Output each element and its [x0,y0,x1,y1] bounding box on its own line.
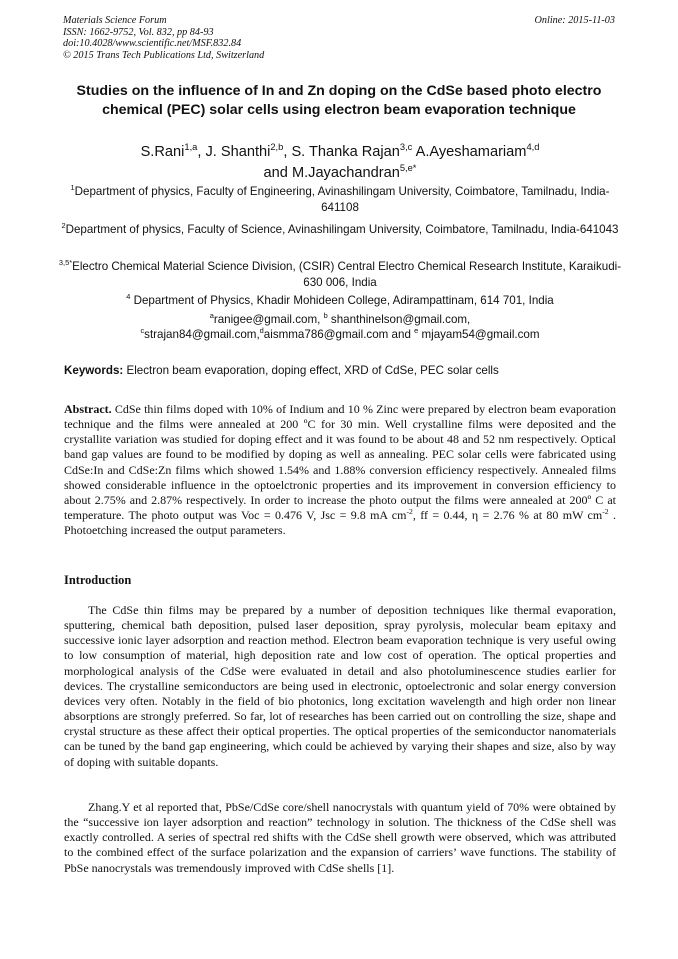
copyright-line: © 2015 Trans Tech Publications Ltd, Switzerland [63,49,265,61]
journal-name: Materials Science Forum [63,15,167,26]
author-name: A.Ayeshamariam [415,144,527,160]
author-affiliation-mark: 3,c [399,142,413,153]
email-link[interactable]: shanthinelson@gmail.com, [327,313,471,326]
keywords-text: Electron beam evaporation, doping effect, XRD of CdSe, PEC solar cells [123,364,499,377]
paper-title: Studies on the influence of In and Zn doping on the CdSe based photo electro chemical (PEC) solar cells using electron beam evaporation technique [76,83,602,118]
author-affiliation-mark: 5,e* [399,163,417,174]
body-paragraph: The CdSe thin films may be prepared by a number of deposition techniques like thermal evaporation, sputtering, chemical bath deposition, pulsed laser deposition, spray pyrolysis, molecular beam epitaxy and successive ionic layer adsorption and reaction method. Electron beam evaporation technique is very useful owing to low consumption of material, high deposition rate and low cost of operation. The optical properties and morphological analysis of the CdSe were evaluated in detail and also photoluminescence studies earlier for devices. The crystalline semiconductors are being used in electronic, optoelectronic and solar energy conversion devices very often. Notably in the field of bio photonics, long excitation wavelength and high order non linear absorptions are strongly preferred. So far, lot of researches has been carried out on controlling the size, shape and crystal structure as these affect their optical properties. The optical properties of the semiconductor nanomaterials can be tuned by the band gap engineering, which could be achieved by varying their shapes and size, also by way of doping with suitable dopants. [64,603,616,769]
author-affiliation-mark: 4,d [526,142,540,153]
author-affiliation-mark: 2,b [270,142,284,153]
affiliation-1: $^1$Department of physics, Faculty of Engineering, Avinashilingam University, Coimbatore, Tamilnadu, India-641108 [70,183,610,214]
journal-header [63,15,615,61]
email-link[interactable]: ranigee@gmail.com, [213,313,321,326]
abstract: Abstract. CdSe thin films doped with 10% of Indium and 10 % Zinc were prepared by electron beam evaporation technique and the films were annealed at 200 ºC for 30 min. Well crystalline films were deposited and the crystallite variation was studied for doping effect and it was found to be about 48 and 52 nm respectively. Optical band gap values are found to be modified by doping as well as annealing. PEC solar cells were fabricated using CdSe:In and CdSe:Zn films which showed 1.54% and 1.88% conversion efficiency respectively. Annealed films showed considerable influence in the optoelctronic properties and its improvement in conversion efficiency to about 2.75% and 2.87% respectively. In order to increase the photo output the films were annealed at 200º C at temperature. The photo output was Voc = 0.476 V, Jsc = 9.8 mA $cm^{-2}$, ff = 0.44, η = 2.76 % at 80 mW $cm^{-2}$ . Photoetching increased the output parameters. [64,402,617,538]
abstract-label: Abstract. [64,402,112,416]
issn-line: ISSN: 1662-9752, Vol. 832, pp 84-93 [63,26,214,38]
section-heading-introduction: Introduction [64,573,132,587]
affiliation-2: $^2$Department of physics, Faculty of Science, Avinashilingam University, Coimbatore, Tamilnadu, India-641043 [61,221,619,236]
author-name: S.Rani [140,144,185,160]
author-name: S. Thanka Rajan [291,144,400,160]
email-link[interactable]: mjayam54@gmail.com [418,328,540,341]
author-name: M.Jayachandran [291,165,400,181]
online-date: Online: 2015-11-03 [534,15,615,26]
author-name: J. Shanthi [205,144,271,160]
doi-line: doi:10.4028/www.scientific.net/MSF.832.84 [63,38,242,50]
author-affiliation-mark: 1,a [184,142,198,153]
affiliation-3: $^{3,5*}$Electro Chemical Material Science Division, (CSIR) Central Electro Chemical Research Institute, Karaikudi-630 006, India [58,258,622,289]
body-paragraph: Zhang.Y et al reported that, PbSe/CdSe core/shell nanocrystals with quantum yield of 70% were obtained by the “successive ion layer adsorption and reaction” technology in solution. The thickness of the CdSe shell was exactly controlled. A series of spectral red shifts with the CdSe shell growth were observed, which was attributed to the combined effect of the surface polarization and the expansion of carriers’ wave functions. The stability of PbSe nanocrystals was tremendously improved with CdSe shells [1]. [64,800,616,875]
email-link[interactable]: strajan84@gmail.com, [144,328,260,341]
email-link[interactable]: aismma786@gmail.com and [263,328,415,341]
affiliation-4: $^4$ Department of Physics, Khadir Mohideen College, Adirampattinam, 614 701, India [126,292,554,307]
keywords-label: Keywords: [64,364,124,377]
author-list: S.Rani$^{1,a}$, J. Shanthi$^{2,b}$, S. Thanka Rajan$^{3,c}$ A.Ayeshamariam$^{4,d}$ and M.Jayachandran$^{5,e*}$ [140,142,540,181]
author-emails: $^a$ranigee@gmail.com, $^b$ shanthinelson@gmail.com, $^c$strajan84@gmail.com,$^d$aismma786@gmail.com and $^e$ mjayam54@gmail.com [140,311,540,341]
keywords [64,363,616,378]
